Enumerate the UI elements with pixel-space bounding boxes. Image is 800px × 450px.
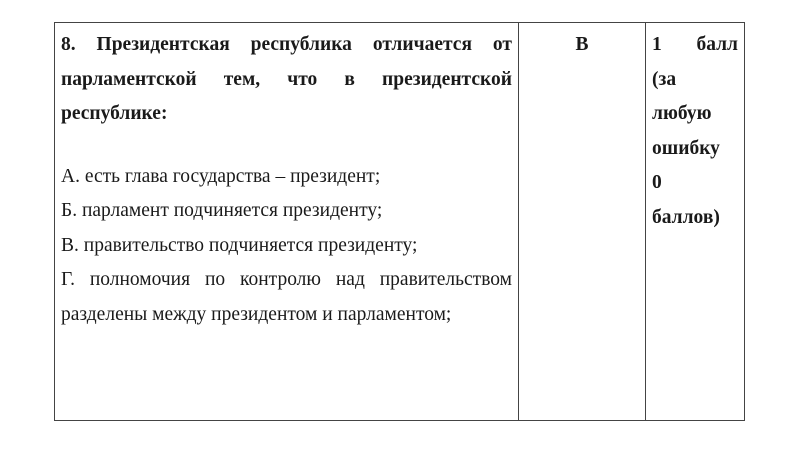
score-line-6: баллов) — [652, 206, 720, 228]
score-number: 1 — [652, 34, 662, 55]
question-cell — [55, 23, 518, 420]
answer-value: В — [575, 34, 589, 55]
question-title: 8. Президентская республика отличается от парламентской тем, что в президентской республике: — [61, 34, 512, 124]
option-b: Б. парламент подчиняется президенту; — [61, 200, 383, 221]
score-line-3: любую — [652, 103, 712, 124]
question-table — [54, 22, 745, 421]
score-line-5: 0 — [652, 172, 662, 193]
option-a: А. есть глава государства – президент; — [61, 165, 381, 187]
score-cell — [645, 23, 744, 420]
score-line-1 — [652, 28, 738, 63]
score-line-4: ошибку — [652, 137, 720, 159]
answer-cell — [518, 23, 645, 420]
option-d: Г. полномочия по контролю над правительством разделены между президентом и парламентом; — [61, 269, 512, 325]
score-line-2: (за — [652, 68, 677, 90]
option-c: В. правительство подчиняется президенту; — [61, 234, 418, 256]
spacer — [61, 132, 512, 160]
score-unit: балл — [696, 34, 738, 55]
